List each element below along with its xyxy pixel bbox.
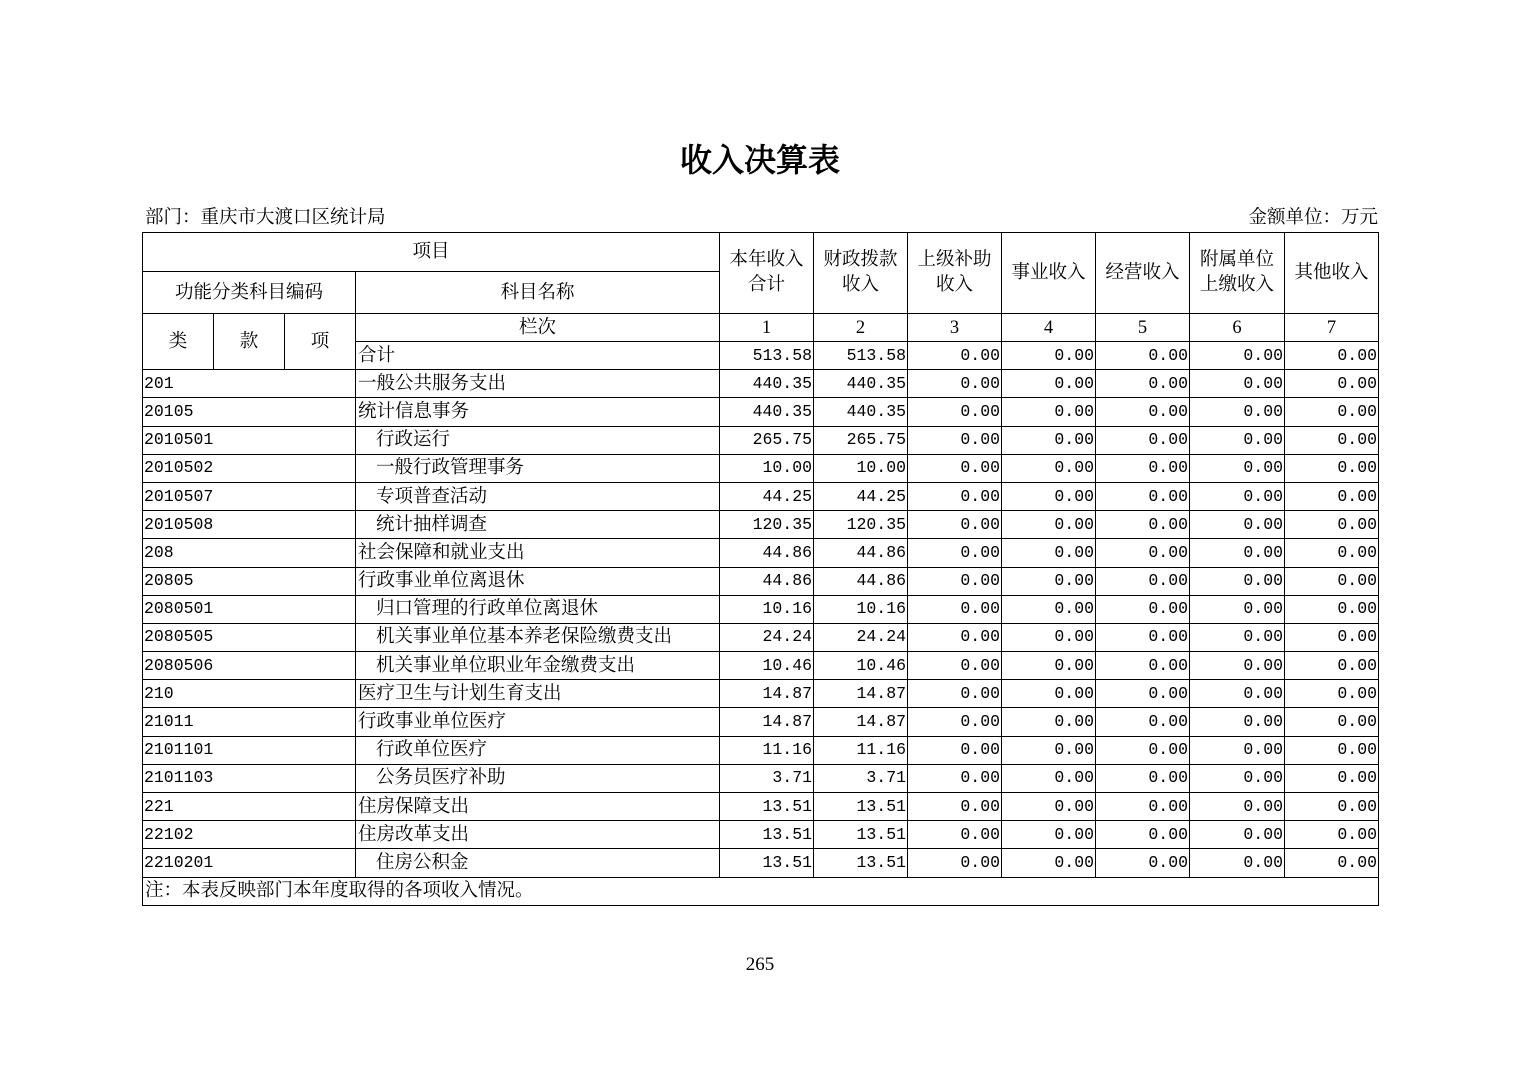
- header-line: 上级补助: [917, 250, 992, 270]
- value-cell-total-income: 513.58: [720, 342, 814, 370]
- value-cell-fiscal-appropriation: 513.58: [814, 342, 908, 370]
- value-cell-superior-subsidy: 0.00: [908, 821, 1002, 849]
- value-cell-operating-income: 0.00: [1096, 398, 1190, 426]
- value-cell-fiscal-appropriation: 265.75: [814, 426, 908, 454]
- value-cell-subsidiary-remittance: 0.00: [1190, 454, 1285, 482]
- value-cell-superior-subsidy: 0.00: [908, 567, 1002, 595]
- header-line: 经营收入: [1105, 262, 1180, 283]
- value-cell-total-income: 14.87: [720, 708, 814, 736]
- value-cell-fiscal-appropriation: 120.35: [814, 511, 908, 539]
- value-cell-fiscal-appropriation: 10.16: [814, 595, 908, 623]
- note-row: [143, 877, 1379, 905]
- header-lei: 类: [143, 314, 214, 370]
- table-row: [143, 623, 1379, 651]
- table-row: [143, 567, 1379, 595]
- value-cell-superior-subsidy: 0.00: [908, 595, 1002, 623]
- value-cell-subsidiary-remittance: 0.00: [1190, 370, 1285, 398]
- value-cell-total-income: 13.51: [720, 849, 814, 877]
- value-cell-business-income: 0.00: [1002, 426, 1096, 454]
- subject-code-cell: 22102: [143, 821, 356, 849]
- subject-code-cell: 2010501: [143, 426, 356, 454]
- value-cell-total-income: 3.71: [720, 764, 814, 792]
- value-cell-other-income: 0.00: [1285, 821, 1379, 849]
- value-cell-other-income: 0.00: [1285, 793, 1379, 821]
- value-cell-operating-income: 0.00: [1096, 736, 1190, 764]
- value-cell-other-income: 0.00: [1285, 708, 1379, 736]
- value-cell-operating-income: 0.00: [1096, 595, 1190, 623]
- value-cell-business-income: 0.00: [1002, 567, 1096, 595]
- value-cell-other-income: 0.00: [1285, 370, 1379, 398]
- value-cell-total-income: 10.16: [720, 595, 814, 623]
- subject-code-cell: 210: [143, 680, 356, 708]
- subject-code-cell: 208: [143, 539, 356, 567]
- value-cell-operating-income: 0.00: [1096, 708, 1190, 736]
- value-cell-total-income: 44.25: [720, 482, 814, 510]
- header-subject-name: 科目名称: [356, 272, 720, 314]
- header-line: 其他收入: [1294, 262, 1369, 283]
- value-cell-business-income: 0.00: [1002, 680, 1096, 708]
- value-cell-business-income: 0.00: [1002, 736, 1096, 764]
- value-cell-operating-income: 0.00: [1096, 680, 1190, 708]
- header-line: 收入: [842, 275, 880, 295]
- value-cell-other-income: 0.00: [1285, 623, 1379, 651]
- value-cell-other-income: 0.00: [1285, 652, 1379, 680]
- value-cell-superior-subsidy: 0.00: [908, 652, 1002, 680]
- subject-code-cell: 2080506: [143, 652, 356, 680]
- value-cell-superior-subsidy: 0.00: [908, 398, 1002, 426]
- value-cell-business-income: 0.00: [1002, 539, 1096, 567]
- value-cell-subsidiary-remittance: 0.00: [1190, 567, 1285, 595]
- column-index: 4: [1002, 314, 1096, 342]
- value-cell-business-income: 0.00: [1002, 595, 1096, 623]
- column-index: 3: [908, 314, 1002, 342]
- subject-name-cell: 社会保障和就业支出: [356, 539, 720, 567]
- value-cell-other-income: 0.00: [1285, 482, 1379, 510]
- header-fiscal-appropriation: [814, 233, 908, 314]
- value-cell-total-income: 265.75: [720, 426, 814, 454]
- column-index: 5: [1096, 314, 1190, 342]
- subject-name-cell: 机关事业单位职业年金缴费支出: [356, 652, 720, 680]
- value-cell-fiscal-appropriation: 14.87: [814, 708, 908, 736]
- subject-name-cell: 统计抽样调查: [356, 511, 720, 539]
- value-cell-business-income: 0.00: [1002, 370, 1096, 398]
- value-cell-business-income: 0.00: [1002, 764, 1096, 792]
- header-row-1: [143, 233, 1379, 272]
- value-cell-superior-subsidy: 0.00: [908, 482, 1002, 510]
- value-cell-superior-subsidy: 0.00: [908, 736, 1002, 764]
- value-cell-other-income: 0.00: [1285, 736, 1379, 764]
- header-kuan: 款: [214, 314, 285, 370]
- table-row: [143, 652, 1379, 680]
- value-cell-operating-income: 0.00: [1096, 511, 1190, 539]
- value-cell-total-income: 44.86: [720, 539, 814, 567]
- value-cell-business-income: 0.00: [1002, 482, 1096, 510]
- value-cell-total-income: 24.24: [720, 623, 814, 651]
- value-cell-superior-subsidy: 0.00: [908, 708, 1002, 736]
- table-row: [143, 680, 1379, 708]
- value-cell-fiscal-appropriation: 440.35: [814, 398, 908, 426]
- value-cell-operating-income: 0.00: [1096, 539, 1190, 567]
- subject-name-cell: 行政事业单位离退休: [356, 567, 720, 595]
- value-cell-subsidiary-remittance: 0.00: [1190, 821, 1285, 849]
- value-cell-superior-subsidy: 0.00: [908, 511, 1002, 539]
- value-cell-other-income: 0.00: [1285, 680, 1379, 708]
- value-cell-business-income: 0.00: [1002, 821, 1096, 849]
- value-cell-total-income: 44.86: [720, 567, 814, 595]
- column-index: 6: [1190, 314, 1285, 342]
- value-cell-operating-income: 0.00: [1096, 342, 1190, 370]
- value-cell-business-income: 0.00: [1002, 849, 1096, 877]
- subject-name-cell: 公务员医疗补助: [356, 764, 720, 792]
- value-cell-superior-subsidy: 0.00: [908, 370, 1002, 398]
- value-cell-business-income: 0.00: [1002, 708, 1096, 736]
- page-number: 265: [745, 954, 775, 975]
- total-label: 合计: [356, 342, 720, 370]
- value-cell-total-income: 10.00: [720, 454, 814, 482]
- value-cell-subsidiary-remittance: 0.00: [1190, 426, 1285, 454]
- header-line: 财政拨款: [823, 250, 898, 270]
- value-cell-fiscal-appropriation: 14.87: [814, 680, 908, 708]
- value-cell-superior-subsidy: 0.00: [908, 849, 1002, 877]
- subject-name-cell: 行政单位医疗: [356, 736, 720, 764]
- value-cell-subsidiary-remittance: 0.00: [1190, 511, 1285, 539]
- value-cell-fiscal-appropriation: 11.16: [814, 736, 908, 764]
- value-cell-operating-income: 0.00: [1096, 370, 1190, 398]
- header-total-income: [720, 233, 814, 314]
- value-cell-total-income: 120.35: [720, 511, 814, 539]
- value-cell-other-income: 0.00: [1285, 511, 1379, 539]
- value-cell-fiscal-appropriation: 13.51: [814, 793, 908, 821]
- header-line: 事业收入: [1011, 262, 1086, 283]
- column-index-row: [143, 314, 1379, 342]
- subject-code-cell: 221: [143, 793, 356, 821]
- header-column-index-label: 栏次: [356, 314, 720, 342]
- column-index: 7: [1285, 314, 1379, 342]
- subject-name-cell: 住房公积金: [356, 849, 720, 877]
- value-cell-fiscal-appropriation: 13.51: [814, 849, 908, 877]
- value-cell-superior-subsidy: 0.00: [908, 342, 1002, 370]
- table-body: [143, 370, 1379, 877]
- table-row: [143, 482, 1379, 510]
- income-table: [142, 232, 1379, 906]
- subject-code-cell: 201: [143, 370, 356, 398]
- value-cell-superior-subsidy: 0.00: [908, 793, 1002, 821]
- value-cell-other-income: 0.00: [1285, 398, 1379, 426]
- value-cell-subsidiary-remittance: 0.00: [1190, 680, 1285, 708]
- table-row: [143, 708, 1379, 736]
- header-line: 上缴收入: [1200, 275, 1275, 295]
- table-row: [143, 764, 1379, 792]
- table-row: [143, 539, 1379, 567]
- value-cell-operating-income: 0.00: [1096, 426, 1190, 454]
- value-cell-subsidiary-remittance: 0.00: [1190, 398, 1285, 426]
- header-business-income: [1002, 233, 1096, 314]
- value-cell-subsidiary-remittance: 0.00: [1190, 623, 1285, 651]
- value-cell-other-income: 0.00: [1285, 764, 1379, 792]
- value-cell-operating-income: 0.00: [1096, 454, 1190, 482]
- value-cell-operating-income: 0.00: [1096, 849, 1190, 877]
- subject-name-cell: 医疗卫生与计划生育支出: [356, 680, 720, 708]
- value-cell-other-income: 0.00: [1285, 595, 1379, 623]
- subject-name-cell: 行政事业单位医疗: [356, 708, 720, 736]
- value-cell-business-income: 0.00: [1002, 793, 1096, 821]
- header-other-income: [1285, 233, 1379, 314]
- subject-name-cell: 一般行政管理事务: [356, 454, 720, 482]
- table-note: 注：本表反映部门本年度取得的各项收入情况。: [143, 877, 1379, 905]
- value-cell-superior-subsidy: 0.00: [908, 623, 1002, 651]
- value-cell-subsidiary-remittance: 0.00: [1190, 342, 1285, 370]
- table-row: [143, 426, 1379, 454]
- value-cell-business-income: 0.00: [1002, 623, 1096, 651]
- value-cell-subsidiary-remittance: 0.00: [1190, 652, 1285, 680]
- header-superior-subsidy: [908, 233, 1002, 314]
- subject-name-cell: 行政运行: [356, 426, 720, 454]
- value-cell-operating-income: 0.00: [1096, 623, 1190, 651]
- subject-code-cell: 2080501: [143, 595, 356, 623]
- value-cell-total-income: 13.51: [720, 821, 814, 849]
- page-title: 收入决算表: [679, 142, 840, 178]
- value-cell-total-income: 13.51: [720, 793, 814, 821]
- table-row: [143, 736, 1379, 764]
- header-line: 附属单位: [1200, 250, 1275, 270]
- value-cell-other-income: 0.00: [1285, 426, 1379, 454]
- value-cell-fiscal-appropriation: 24.24: [814, 623, 908, 651]
- value-cell-fiscal-appropriation: 10.00: [814, 454, 908, 482]
- value-cell-superior-subsidy: 0.00: [908, 454, 1002, 482]
- subject-name-cell: 一般公共服务支出: [356, 370, 720, 398]
- value-cell-other-income: 0.00: [1285, 454, 1379, 482]
- value-cell-operating-income: 0.00: [1096, 482, 1190, 510]
- header-function-code: 功能分类科目编码: [143, 272, 356, 314]
- value-cell-business-income: 0.00: [1002, 454, 1096, 482]
- subject-code-cell: 2080505: [143, 623, 356, 651]
- value-cell-other-income: 0.00: [1285, 342, 1379, 370]
- value-cell-total-income: 440.35: [720, 370, 814, 398]
- subject-code-cell: 2010507: [143, 482, 356, 510]
- table-row: [143, 370, 1379, 398]
- subject-code-cell: 21011: [143, 708, 356, 736]
- value-cell-total-income: 440.35: [720, 398, 814, 426]
- header-xiang: 项: [285, 314, 356, 370]
- value-cell-other-income: 0.00: [1285, 849, 1379, 877]
- value-cell-superior-subsidy: 0.00: [908, 680, 1002, 708]
- value-cell-fiscal-appropriation: 44.25: [814, 482, 908, 510]
- header-operating-income: [1096, 233, 1190, 314]
- value-cell-superior-subsidy: 0.00: [908, 539, 1002, 567]
- value-cell-operating-income: 0.00: [1096, 567, 1190, 595]
- department-label: 部门：重庆市大渡口区统计局: [145, 208, 386, 228]
- value-cell-subsidiary-remittance: 0.00: [1190, 708, 1285, 736]
- value-cell-fiscal-appropriation: 10.46: [814, 652, 908, 680]
- table-row: [143, 511, 1379, 539]
- value-cell-fiscal-appropriation: 44.86: [814, 567, 908, 595]
- subject-code-cell: 2010508: [143, 511, 356, 539]
- value-cell-fiscal-appropriation: 44.86: [814, 539, 908, 567]
- value-cell-other-income: 0.00: [1285, 567, 1379, 595]
- value-cell-operating-income: 0.00: [1096, 764, 1190, 792]
- value-cell-superior-subsidy: 0.00: [908, 764, 1002, 792]
- value-cell-subsidiary-remittance: 0.00: [1190, 595, 1285, 623]
- table-row: [143, 595, 1379, 623]
- subject-code-cell: 2101101: [143, 736, 356, 764]
- value-cell-other-income: 0.00: [1285, 539, 1379, 567]
- value-cell-subsidiary-remittance: 0.00: [1190, 849, 1285, 877]
- table-row: [143, 398, 1379, 426]
- value-cell-business-income: 0.00: [1002, 342, 1096, 370]
- amount-unit-label: 金额单位：万元: [1248, 208, 1378, 228]
- value-cell-subsidiary-remittance: 0.00: [1190, 482, 1285, 510]
- value-cell-business-income: 0.00: [1002, 511, 1096, 539]
- subject-name-cell: 专项普查活动: [356, 482, 720, 510]
- table-row: [143, 454, 1379, 482]
- table-row: [143, 849, 1379, 877]
- subject-name-cell: 机关事业单位基本养老保险缴费支出: [356, 623, 720, 651]
- header-line: 本年收入: [729, 250, 804, 270]
- value-cell-business-income: 0.00: [1002, 652, 1096, 680]
- table-row: [143, 821, 1379, 849]
- column-index: 2: [814, 314, 908, 342]
- subject-code-cell: 20805: [143, 567, 356, 595]
- value-cell-total-income: 14.87: [720, 680, 814, 708]
- value-cell-fiscal-appropriation: 440.35: [814, 370, 908, 398]
- header-project: 项目: [143, 233, 720, 272]
- value-cell-subsidiary-remittance: 0.00: [1190, 736, 1285, 764]
- value-cell-subsidiary-remittance: 0.00: [1190, 539, 1285, 567]
- subject-code-cell: 2101103: [143, 764, 356, 792]
- value-cell-total-income: 10.46: [720, 652, 814, 680]
- header-subsidiary-remittance: [1190, 233, 1285, 314]
- subject-code-cell: 2210201: [143, 849, 356, 877]
- value-cell-operating-income: 0.00: [1096, 821, 1190, 849]
- subject-code-cell: 20105: [143, 398, 356, 426]
- table-row: [143, 793, 1379, 821]
- value-cell-operating-income: 0.00: [1096, 652, 1190, 680]
- column-index: 1: [720, 314, 814, 342]
- value-cell-superior-subsidy: 0.00: [908, 426, 1002, 454]
- header-line: 收入: [936, 275, 974, 295]
- value-cell-fiscal-appropriation: 13.51: [814, 821, 908, 849]
- subject-name-cell: 统计信息事务: [356, 398, 720, 426]
- value-cell-total-income: 11.16: [720, 736, 814, 764]
- value-cell-fiscal-appropriation: 3.71: [814, 764, 908, 792]
- value-cell-business-income: 0.00: [1002, 398, 1096, 426]
- value-cell-subsidiary-remittance: 0.00: [1190, 793, 1285, 821]
- value-cell-subsidiary-remittance: 0.00: [1190, 764, 1285, 792]
- subject-name-cell: 住房保障支出: [356, 793, 720, 821]
- subject-name-cell: 住房改革支出: [356, 821, 720, 849]
- subject-name-cell: 归口管理的行政单位离退休: [356, 595, 720, 623]
- value-cell-operating-income: 0.00: [1096, 793, 1190, 821]
- subject-code-cell: 2010502: [143, 454, 356, 482]
- header-line: 合计: [748, 275, 786, 295]
